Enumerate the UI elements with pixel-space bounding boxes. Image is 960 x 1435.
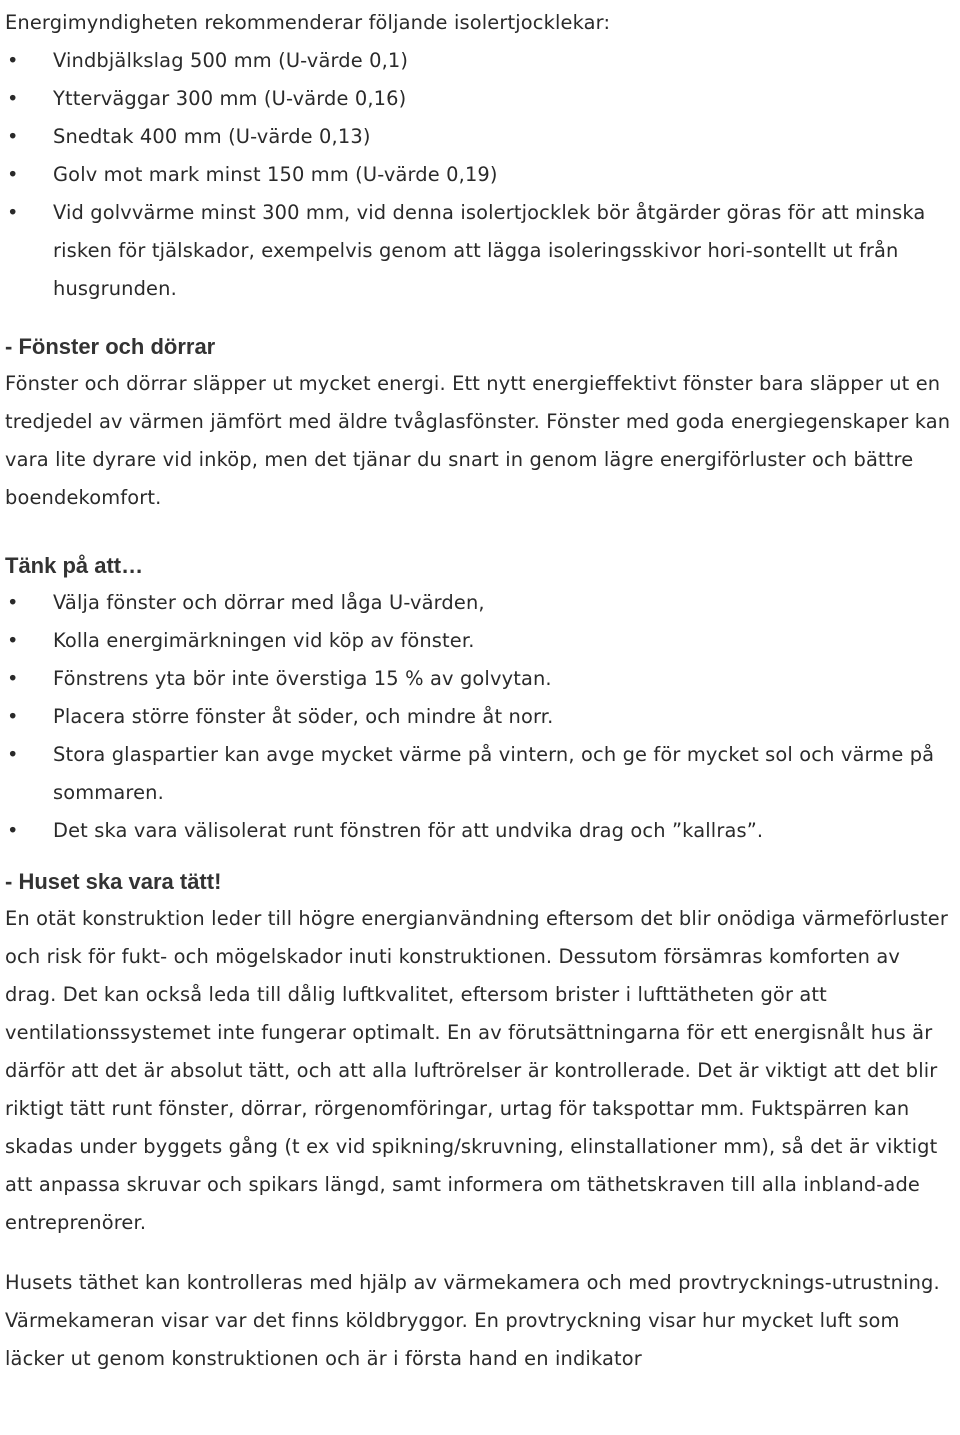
- list-item: • Snedtak 400 mm (U-värde 0,13): [5, 118, 957, 156]
- list-item: • Det ska vara välisolerat runt fönstren för att undvika drag och ”kallras”.: [5, 812, 957, 850]
- airtight-paragraph: En otät konstruktion leder till högre energianvändning eftersom det blir onödiga värmeförluster och risk för fukt- och mögelskador inuti konstruktionen. Dessutom försämras komforten av drag. Det kan också leda till dålig luftkvalitet, eftersom brister i lufttätheten gör att ventilationssystemet inte fungerar optimalt. En av förutsättningarna för ett energisnålt hus är därför att det är absolut tätt, och att alla luftrörelser är kontrollerade. Det är viktigt att det blir riktigt tätt runt fönster, dörrar, rörgenomföringar, urtag för takspottar mm. Fuktspärren kan skadas under byggets gång (t ex vid spikning/skruvning, elinstallationer mm), så det är viktigt att anpassa skruvar och spikars längd, samt informera om täthetskraven till alla inbland-ade entreprenörer.: [5, 907, 949, 1234]
- list-item: • Golv mot mark minst 150 mm (U-värde 0,19): [5, 156, 957, 194]
- list-item: • Ytterväggar 300 mm (U-värde 0,16): [5, 80, 957, 118]
- intro-text: Energimyndigheten rekommenderar följande isolertjocklekar:: [5, 11, 611, 34]
- windows-paragraph: Fönster och dörrar släpper ut mycket energi. Ett nytt energieffektivt fönster bara släpper ut en tredjedel av värmen jämfört med äldre tvåglasfönster. Fönster med goda energiegenskaper kan vara lite dyrare vid inköp, men det tjänar du snart in genom lägre energiförluster och bättre boendekomfort.: [5, 372, 951, 509]
- list-item: • Kolla energimärkningen vid köp av fönster.: [5, 622, 957, 660]
- section-heading-windows: - Fönster och dörrar: [5, 334, 216, 359]
- think-list: [5, 584, 957, 850]
- section-heading-think: Tänk på att…: [5, 553, 144, 578]
- airtight-paragraph-2: Husets täthet kan kontrolleras med hjälp av värmekamera och med provtrycknings-utrustning. Värmekameran visar var det finns köldbryggor. En provtryckning visar hur mycket luft som läcker ut genom konstruktionen och är i första hand en indikator: [5, 1271, 940, 1370]
- list-item: • Stora glaspartier kan avge mycket värme på vintern, och ge för mycket sol och värme på sommaren.: [5, 736, 957, 812]
- list-item: • Placera större fönster åt söder, och mindre åt norr.: [5, 698, 957, 736]
- section-heading-airtight: - Huset ska vara tätt!: [5, 869, 222, 894]
- list-item: • Vid golvvärme minst 300 mm, vid denna isolertjocklek bör åtgärder göras för att minska risken för tjälskador, exempelvis genom att lägga isoleringsskivor hori-sontellt ut från husgrunden.: [5, 194, 957, 308]
- list-item: • Fönstrens yta bör inte överstiga 15 % av golvytan.: [5, 660, 957, 698]
- list-item: • Vindbjälkslag 500 mm (U-värde 0,1): [5, 42, 957, 80]
- list-item: • Välja fönster och dörrar med låga U-värden,: [5, 584, 957, 622]
- insulation-list: [5, 42, 957, 308]
- document-page: [5, 0, 957, 1378]
